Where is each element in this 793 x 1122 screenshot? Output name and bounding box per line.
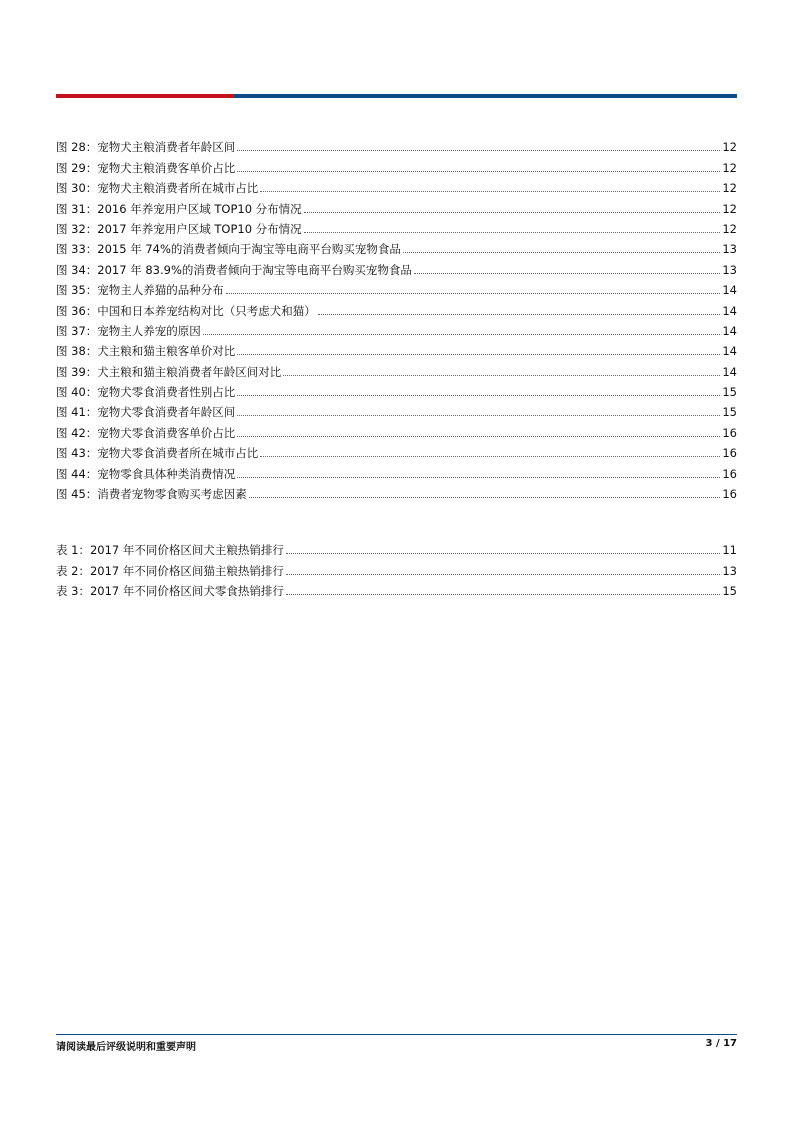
dot-leader xyxy=(260,455,720,457)
toc-entry-label: 图 39：犬主粮和猫主粮消费者年龄区间对比 xyxy=(56,364,282,379)
toc-entry-label: 图 42：宠物犬零食消费客单价占比 xyxy=(56,425,236,440)
toc-entry-page: 14 xyxy=(722,344,737,359)
dot-leader xyxy=(237,414,720,416)
toc-entry-label: 图 28：宠物犬主粮消费者年龄区间 xyxy=(56,140,236,155)
toc-entry[interactable] xyxy=(56,134,737,154)
footer-page-number: 3 / 17 xyxy=(705,1038,737,1049)
toc-entry[interactable] xyxy=(56,236,737,256)
toc-entry-page: 14 xyxy=(722,283,737,298)
dot-leader xyxy=(203,333,721,335)
toc-entry[interactable] xyxy=(56,419,737,439)
toc-entry-page: 14 xyxy=(722,303,737,318)
toc-entry[interactable] xyxy=(56,318,737,338)
dot-leader xyxy=(414,272,720,274)
header-bar-red xyxy=(56,94,234,98)
toc-entry[interactable] xyxy=(56,154,737,174)
dot-leader xyxy=(237,353,720,355)
toc-entry-label: 图 38：犬主粮和猫主粮客单价对比 xyxy=(56,344,236,359)
toc-entry[interactable] xyxy=(56,195,737,215)
toc-entry-page: 13 xyxy=(722,563,737,578)
dot-leader xyxy=(318,313,721,315)
toc-entry[interactable] xyxy=(56,358,737,378)
toc-entry-label: 图 41：宠物犬零食消费者年龄区间 xyxy=(56,405,236,420)
toc-entry-page: 15 xyxy=(722,405,737,420)
toc-entry-label: 表 2：2017 年不同价格区间猫主粮热销排行 xyxy=(56,563,284,578)
toc-entry-label: 图 29：宠物犬主粮消费客单价占比 xyxy=(56,160,236,175)
toc-entry-label: 图 40：宠物犬零食消费者性别占比 xyxy=(56,385,236,400)
toc-entry-label: 表 1：2017 年不同价格区间犬主粮热销排行 xyxy=(56,543,284,558)
dot-leader xyxy=(226,292,721,294)
toc-entry-page: 12 xyxy=(722,160,737,175)
dot-leader xyxy=(283,374,720,376)
dot-leader xyxy=(237,149,720,151)
header-color-bar xyxy=(56,94,737,98)
dot-leader xyxy=(286,593,720,595)
toc-entry-label: 图 33：2015 年 74%的消费者倾向于淘宝等电商平台购买宠物食品 xyxy=(56,242,401,257)
toc-entry[interactable] xyxy=(56,175,737,195)
dot-leader xyxy=(249,496,721,498)
footer-disclaimer: 请阅读最后评级说明和重要声明 xyxy=(56,1042,196,1053)
toc-entry-page: 12 xyxy=(722,201,737,216)
toc-entry[interactable] xyxy=(56,297,737,317)
toc-entry-page: 11 xyxy=(722,543,737,558)
toc-entry[interactable] xyxy=(56,216,737,236)
toc-entry[interactable] xyxy=(56,481,737,501)
toc-entry-page: 12 xyxy=(722,221,737,236)
toc-entry-label: 图 31：2016 年养宠用户区域 TOP10 分布情况 xyxy=(56,201,302,216)
toc-entry-page: 15 xyxy=(722,584,737,599)
toc-entry-label: 图 44：宠物零食具体种类消费情况 xyxy=(56,466,236,481)
dot-leader xyxy=(260,190,720,192)
toc-entry[interactable] xyxy=(56,440,737,460)
toc-entry-label: 图 30：宠物犬主粮消费者所在城市占比 xyxy=(56,181,259,196)
toc-entry-label: 图 35：宠物主人养猫的品种分布 xyxy=(56,283,224,298)
toc-entry-page: 13 xyxy=(722,262,737,277)
toc-entry[interactable] xyxy=(56,399,737,419)
dot-leader xyxy=(237,476,720,478)
toc-entry-page: 14 xyxy=(722,364,737,379)
toc-entry-label: 图 45：消费者宠物零食购买考虑因素 xyxy=(56,487,247,502)
page-footer xyxy=(56,1038,737,1053)
dot-leader xyxy=(237,394,720,396)
toc-entry-page: 14 xyxy=(722,323,737,338)
toc-entry[interactable] xyxy=(56,277,737,297)
toc-entry-label: 图 36：中国和日本养宠结构对比（只考虑犬和猫） xyxy=(56,303,316,318)
toc-entry[interactable] xyxy=(56,578,737,598)
toc-entry[interactable] xyxy=(56,557,737,577)
toc-entry[interactable] xyxy=(56,338,737,358)
toc-entry-label: 图 32：2017 年养宠用户区域 TOP10 分布情况 xyxy=(56,221,302,236)
toc-entry-page: 16 xyxy=(722,425,737,440)
dot-leader xyxy=(237,170,720,172)
toc-entry-label: 表 3：2017 年不同价格区间犬零食热销排行 xyxy=(56,584,284,599)
toc-entry-label: 图 34：2017 年 83.9%的消费者倾向于淘宝等电商平台购买宠物食品 xyxy=(56,262,412,277)
dot-leader xyxy=(237,435,720,437)
header-bar-blue xyxy=(234,94,737,98)
footer-divider xyxy=(56,1034,737,1035)
dot-leader xyxy=(403,251,720,253)
dot-leader xyxy=(286,573,720,575)
toc-entry-page: 16 xyxy=(722,487,737,502)
dot-leader xyxy=(304,211,721,213)
toc-entry[interactable] xyxy=(56,379,737,399)
toc-entry-label: 图 43：宠物犬零食消费者所在城市占比 xyxy=(56,446,259,461)
toc-entry[interactable] xyxy=(56,460,737,480)
toc-entry-page: 12 xyxy=(722,181,737,196)
toc-entry-page: 12 xyxy=(722,140,737,155)
toc-entry-page: 16 xyxy=(722,466,737,481)
toc-entry-page: 13 xyxy=(722,242,737,257)
toc-entry-page: 16 xyxy=(722,446,737,461)
dot-leader xyxy=(286,552,720,554)
toc-entry-page: 15 xyxy=(722,385,737,400)
table-list xyxy=(56,537,737,598)
dot-leader xyxy=(304,231,721,233)
toc-entry[interactable] xyxy=(56,537,737,557)
toc-entry-label: 图 37：宠物主人养宠的原因 xyxy=(56,323,201,338)
toc-entry[interactable] xyxy=(56,256,737,276)
figure-list xyxy=(56,134,737,501)
